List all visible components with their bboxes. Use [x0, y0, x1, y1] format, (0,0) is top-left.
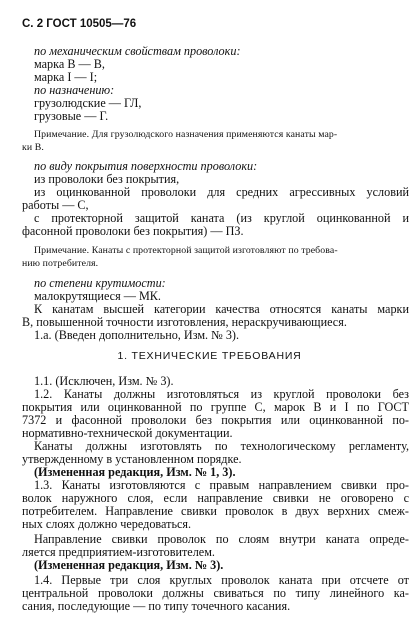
text-line: марка В — В,: [34, 57, 105, 71]
text-line: К канатам высшей категории качества относятся канаты марки: [34, 302, 409, 316]
note-text: Примечание. Для грузолюдского назначения применяются канаты мар-: [34, 129, 338, 140]
text-line: марка I — I;: [34, 70, 98, 84]
note-text: Примечание. Канаты с протекторной защитой изготовляют по требова-: [34, 245, 338, 256]
text-line: 1.3. Канаты изготовляются с правым направлением свивки про-: [34, 478, 409, 492]
text-line: малокрутящиеся — МК.: [34, 289, 161, 303]
text-line: с протекторной защитой каната (из круглой оцинкованной и: [34, 211, 409, 225]
text-line: грузовые — Г.: [34, 109, 109, 123]
text-line: Канаты должны изготовлять по технологическому регламенту,: [34, 439, 409, 453]
text-line: Направление свивки проволок по слоям внутри каната опреде-: [34, 532, 409, 546]
text-line: работы — С,: [22, 198, 89, 212]
text-line: из оцинкованной проволоки для средних агрессивных условий: [34, 185, 409, 199]
text-line: нормативно-технической документации.: [22, 426, 233, 440]
section-title: 1. ТЕХНИЧЕСКИЕ ТРЕБОВАНИЯ: [117, 350, 302, 362]
text-line: утвержденному в установленном порядке.: [22, 452, 242, 466]
classification-heading-coating: по виду покрытия поверхности проволоки:: [34, 159, 258, 173]
text-line: грузолюдские — ГЛ,: [34, 96, 142, 110]
amendment-note: 1.1. (Исключен, Изм. № 3).: [34, 374, 174, 388]
text-line: 7372 и фасонной проволоки без покрытия или оцинкованной по-: [22, 413, 409, 427]
amendment-note: 1.а. (Введен дополнительно, Изм. № 3).: [34, 328, 240, 342]
note-text: ки В.: [22, 142, 44, 153]
text-line: В, повышенной точности изготовления, нераскручивающиеся.: [22, 315, 347, 329]
page-header: С. 2 ГОСТ 10505—76: [22, 18, 137, 30]
amendment-note: (Измененная редакция, Изм. № 3).: [34, 558, 224, 572]
note-text: нию потребителя.: [22, 258, 99, 269]
text-line: ляется предприятием-изготовителем.: [22, 545, 215, 559]
classification-heading-purpose: по назначению:: [34, 83, 115, 97]
text-line: 1.4. Первые три слоя круглых проволок каната при отсчете от: [34, 573, 409, 587]
classification-heading-mechanical: по механическим свойствам проволоки:: [34, 44, 241, 58]
text-line: 1.2. Канаты должны изготовляться из круглой проволоки без: [34, 387, 409, 401]
amendment-note: (Измененная редакция, Изм. № 1, 3).: [34, 465, 236, 479]
text-line: из проволоки без покрытия,: [34, 172, 180, 186]
text-line: потребителем. Направление свивки проволок в двух верхних смеж-: [22, 504, 409, 518]
text-line: фасонной проволоки без покрытия) — ПЗ.: [22, 224, 244, 238]
text-line: центральной проволоки должны свиваться по типу линейного ка-: [22, 586, 409, 600]
text-line: волок наружного слоя, если направление свивки не оговорено с: [22, 491, 409, 505]
classification-heading-twist: по степени крутимости:: [34, 276, 166, 290]
text-line: сания, последующие — по типу точечного касания.: [22, 599, 291, 613]
text-line: ных слоях должно чередоваться.: [22, 517, 192, 531]
text-line: покрытия или оцинкованной по группе С, марок В и I по ГОСТ: [22, 400, 409, 414]
